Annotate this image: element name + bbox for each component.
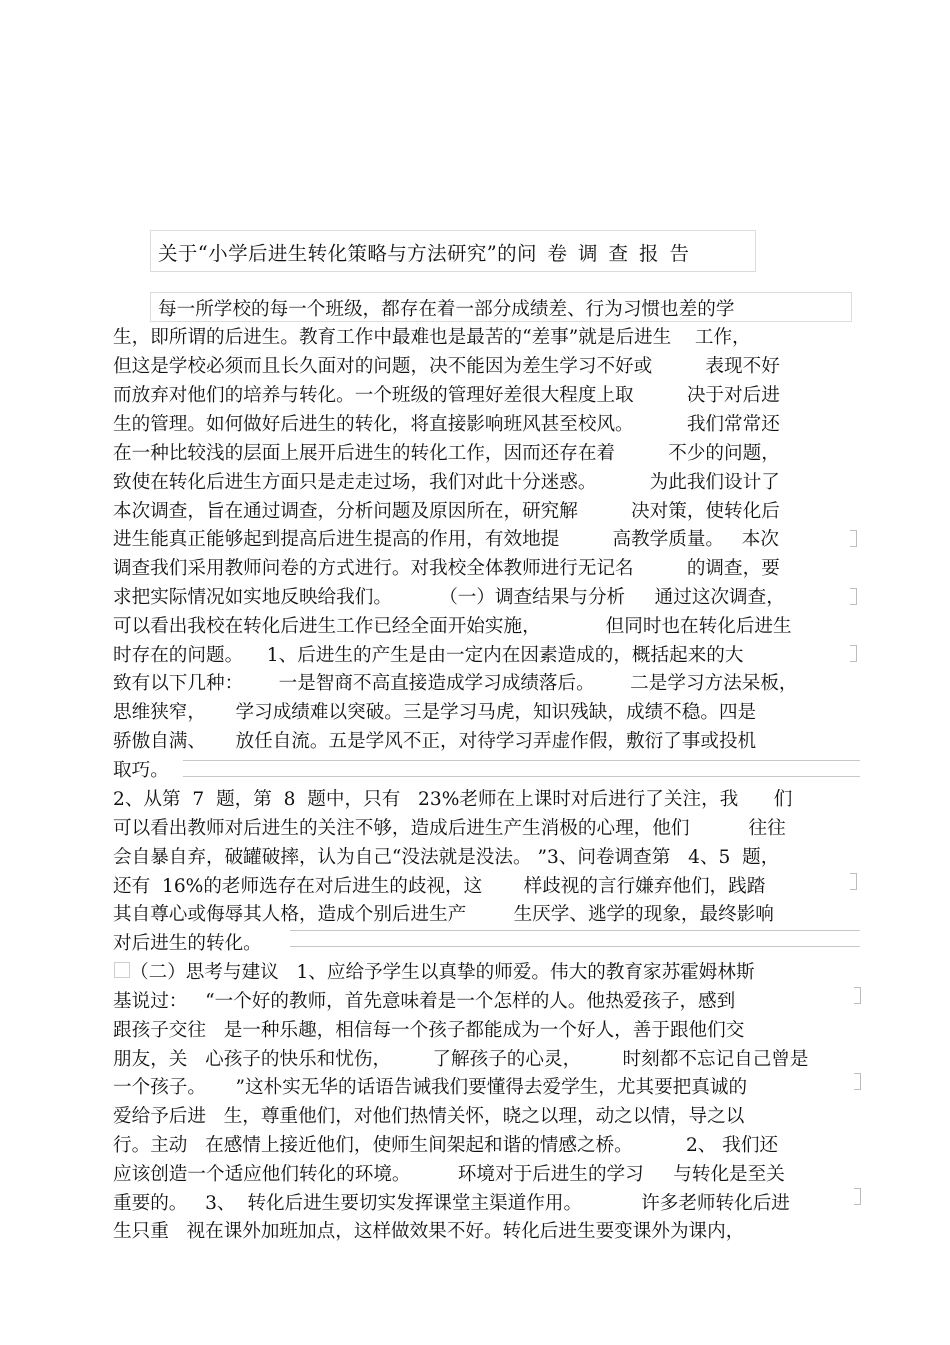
margin-mark xyxy=(850,530,857,547)
margin-mark xyxy=(850,645,857,662)
body-line: 进生能真正能够起到提高后进生提高的作用，有效地提 高教学质量。 本次 xyxy=(113,529,779,550)
section-marker xyxy=(114,962,130,978)
body-line: 对后进生的转化。 xyxy=(113,933,262,954)
margin-mark xyxy=(854,1073,861,1090)
rule-line xyxy=(290,946,860,947)
body-line: 会自暴自弃，破罐破摔，认为自己“没法就是没法。 ”3、问卷调查第 4、5 题， xyxy=(113,847,780,868)
body-line: 本次调查，旨在通过调查，分析问题及原因所在，研究解 决对策，使转化后 xyxy=(113,501,780,522)
body-line: 2、从第 7 题，第 8 题中，只有 23%老师在上课时对后进行了关注，我 们 xyxy=(113,789,793,810)
body-line: 而放弃对他们的培养与转化。一个班级的管理好差很大程度上取 决于对后进 xyxy=(113,385,780,406)
body-line: （二）思考与建议 1、应给予学生以真挚的师爱。伟大的教育家苏霍姆林斯 xyxy=(130,962,755,983)
body-line: 取巧。 xyxy=(113,760,169,781)
body-line: 重要的。 3、 转化后进生要切实发挥课堂主渠道作用。 许多老师转化后进 xyxy=(113,1193,790,1214)
title-spaced: 问卷调查报告 xyxy=(517,242,701,265)
body-line: 可以看出我校在转化后进生工作已经全面开始实施， 但同时也在转化后进生 xyxy=(113,616,792,637)
body-line: 生的管理。如何做好后进生的转化，将直接影响班风甚至校风。 我们常常还 xyxy=(113,414,780,435)
rule-line xyxy=(183,776,860,777)
body-line: 调查我们采用教师问卷的方式进行。对我校全体教师进行无记名 的调查，要 xyxy=(113,558,780,579)
body-line: 求把实际情况如实地反映给我们。 （一）调查结果与分析 通过这次调查， xyxy=(113,587,785,608)
body-line: 可以看出教师对后进生的关注不够，造成后进生产生消极的心理，他们 往往 xyxy=(113,818,786,839)
body-line: 每一所学校的每一个班级，都存在着一部分成绩差、行为习惯也差的学 xyxy=(158,299,735,320)
rule-line xyxy=(290,930,860,931)
body-line: 骄傲自满、 放任自流。五是学风不正，对待学习弄虚作假，敷衍了事或投机 xyxy=(113,731,757,752)
body-line: 行。主动 在感情上接近他们，使师生间架起和谐的情感之桥。 2、 我们还 xyxy=(113,1135,779,1156)
body-line: 爱给予后进 生，尊重他们，对他们热情关怀，晓之以理，动之以情，导之以 xyxy=(113,1106,745,1127)
body-line: 基说过： “一个好的教师，首先意味着是一个怎样的人。他热爱孩子，感到 xyxy=(113,991,736,1012)
body-line: 一个孩子。 ”这朴实无华的话语告诫我们要懂得去爱学生，尤其要把真诚的 xyxy=(113,1077,748,1098)
margin-mark xyxy=(850,588,857,605)
body-line: 但这是学校必须而且长久面对的问题，决不能因为差生学习不好或 表现不好 xyxy=(113,356,780,377)
body-line: 应该创造一个适应他们转化的环境。 环境对于后进生的学习 与转化是至关 xyxy=(113,1164,785,1185)
title-main: 关于“小学后进生转化策略与方法研究”的 xyxy=(158,242,518,265)
body-line: 思维狭窄， 学习成绩难以突破。三是学习马虎，知识残缺，成绩不稳。四是 xyxy=(113,702,757,723)
body-line: 在一种比较浅的层面上展开后进生的转化工作，因而还存在着 不少的问题， xyxy=(113,443,780,464)
body-line: 生，即所谓的后进生。教育工作中最难也是最苦的“差事”就是后进生 工作， xyxy=(113,327,751,348)
body-line: 时存在的问题。 1、后进生的产生是由一定内在因素造成的，概括起来的大 xyxy=(113,645,744,666)
body-line: 致使在转化后进生方面只是走走过场，我们对此十分迷惑。 为此我们设计了 xyxy=(113,472,780,493)
margin-mark xyxy=(854,987,861,1004)
body-line: 其自尊心或侮辱其人格，造成个别后进生产 生厌学、逃学的现象，最终影响 xyxy=(113,904,774,925)
document-title xyxy=(158,238,700,266)
body-line: 还有 16%的老师选存在对后进生的歧视，这 样歧视的言行嫌弃他们，践踏 xyxy=(113,876,766,897)
rule-line xyxy=(183,760,860,761)
body-line: 朋友，关 心孩子的快乐和忧伤， 了解孩子的心灵， 时刻都不忘记自己曾是 xyxy=(113,1049,809,1070)
body-line: 致有以下几种： 一是智商不高直接造成学习成绩落后。 二是学习方法呆板， xyxy=(113,673,798,694)
margin-mark xyxy=(854,1188,861,1205)
margin-mark xyxy=(850,873,857,890)
body-line: 生只重 视在课外加班加点，这样做效果不好。转化后进生要变课外为课内， xyxy=(113,1221,745,1242)
body-line: 跟孩子交往 是一种乐趣，相信每一个孩子都能成为一个好人，善于跟他们交 xyxy=(113,1020,745,1041)
